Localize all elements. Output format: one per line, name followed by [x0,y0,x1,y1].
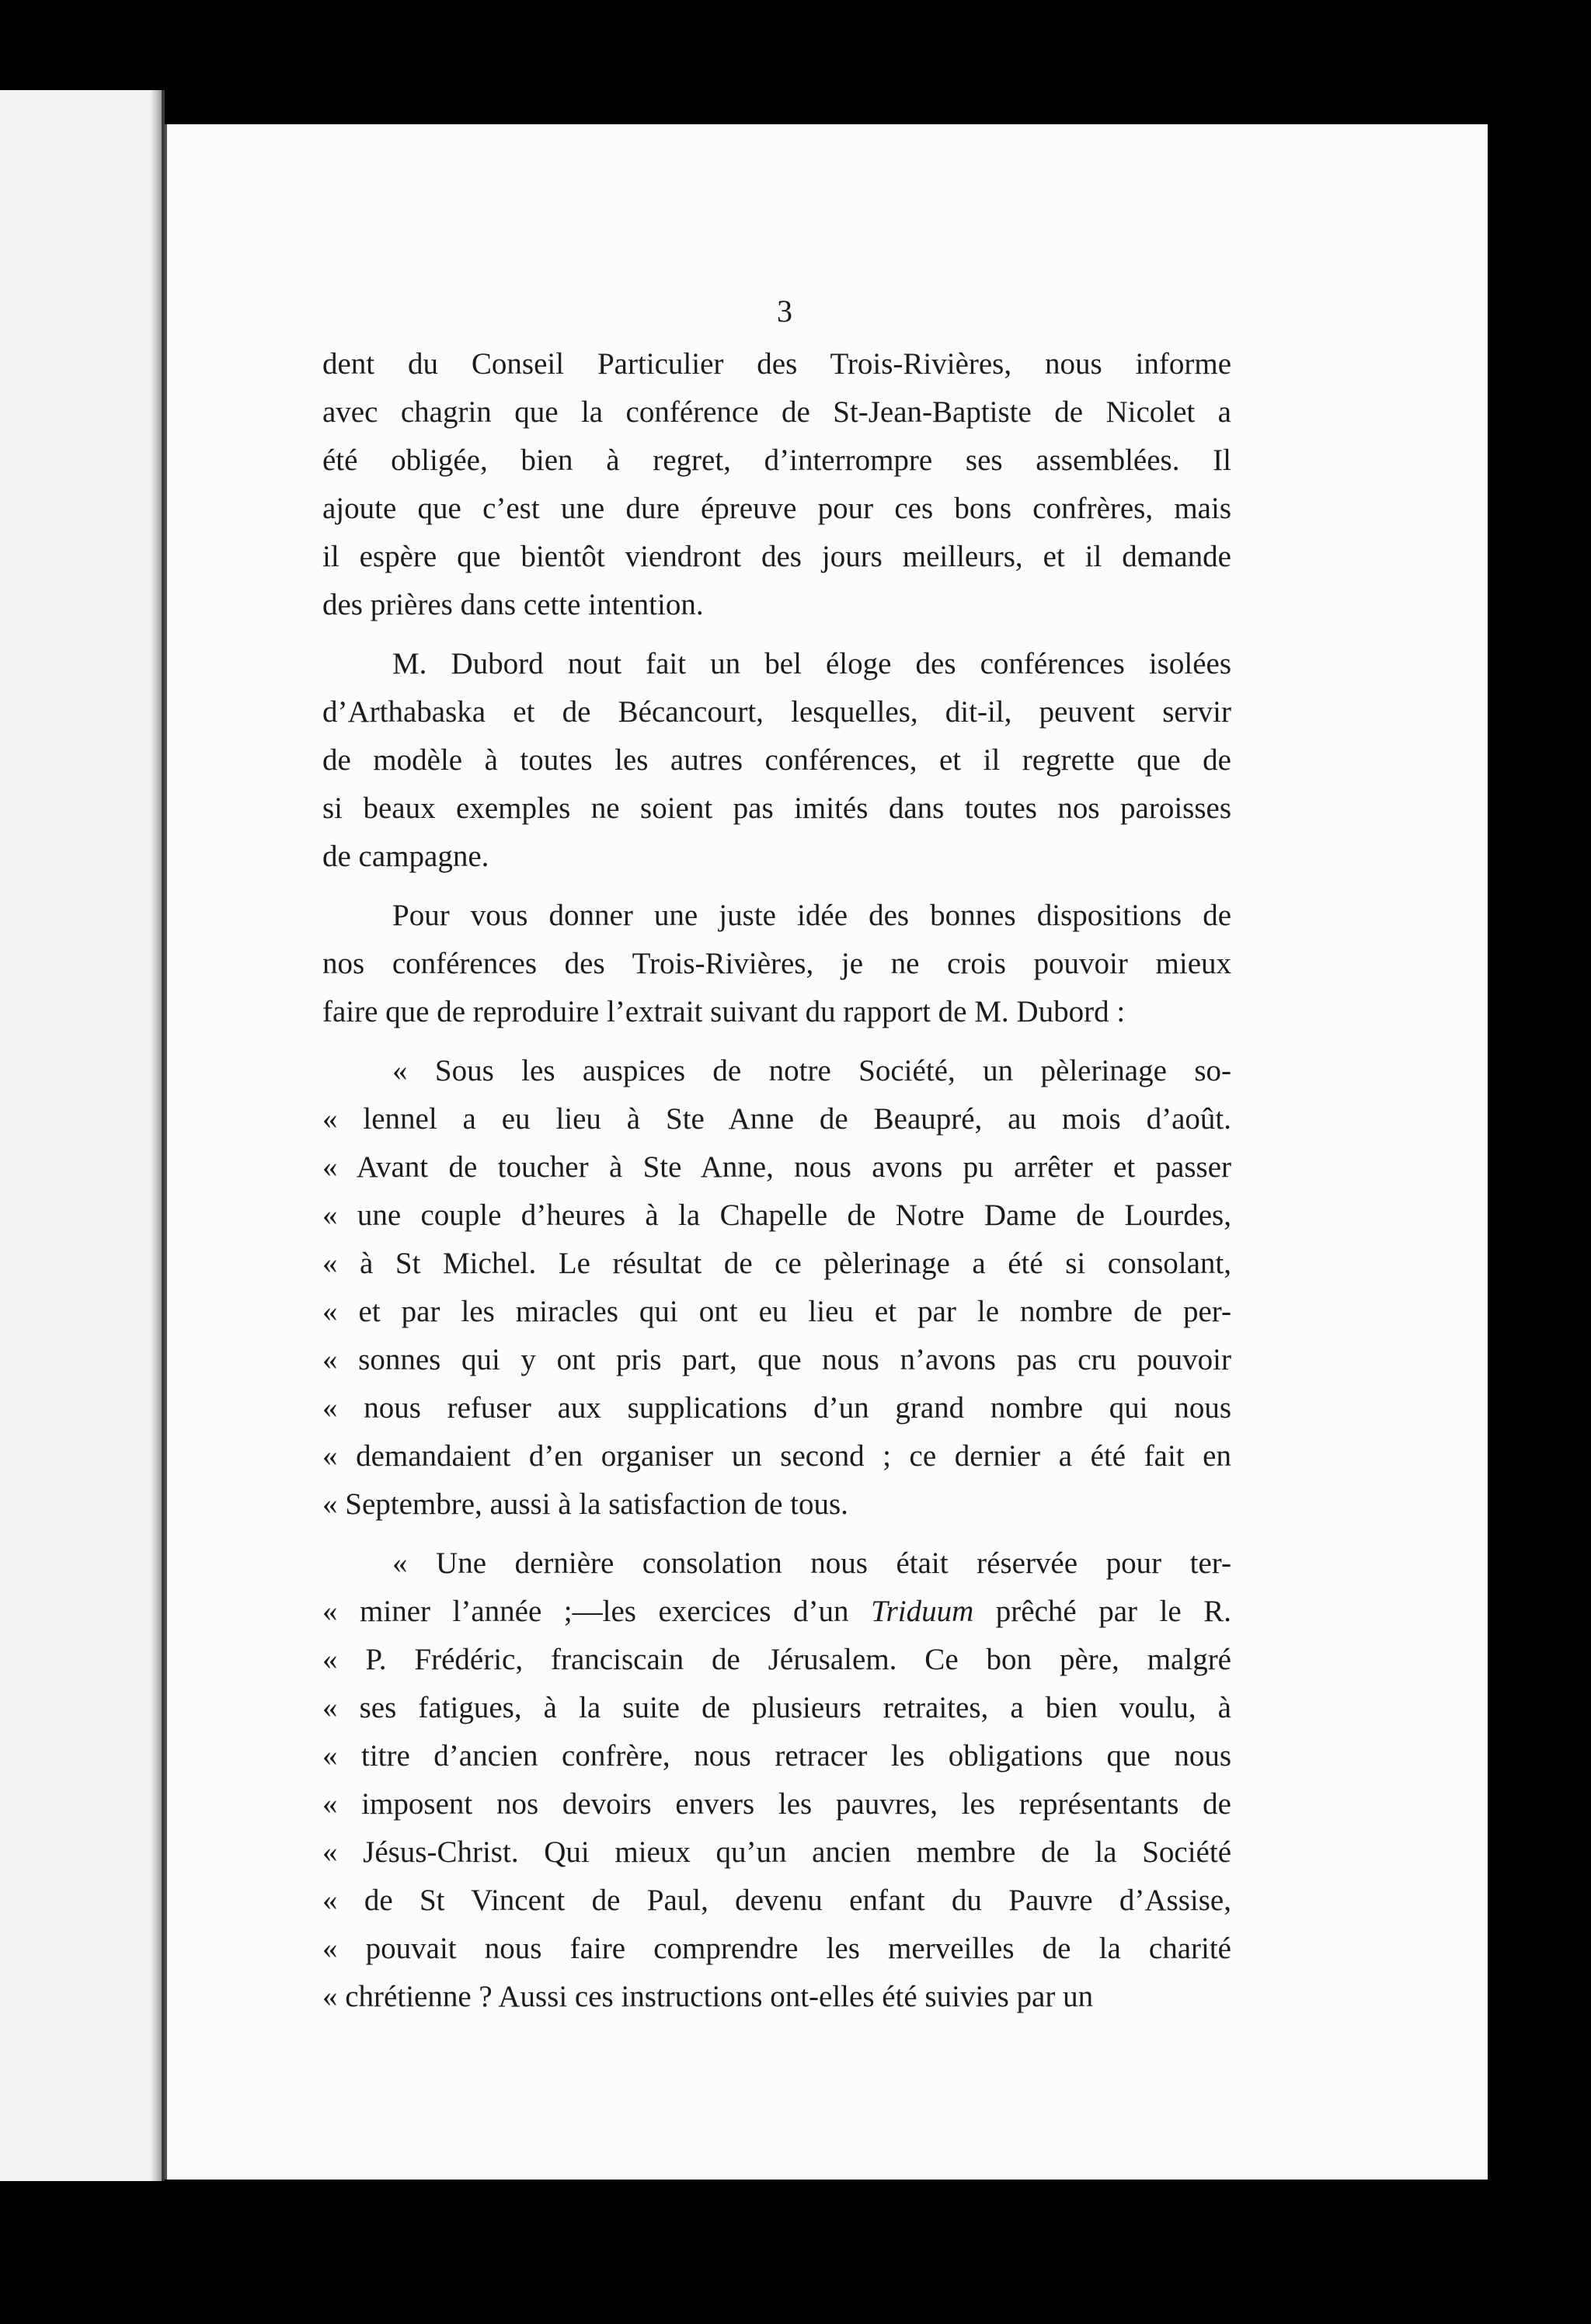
text-line: « et par les miracles qui ont eu lieu et par le nombre de per- [322,1295,1231,1328]
paragraph-gap [322,881,1231,892]
text-line: « chrétienne ? Aussi ces instructions ont-elles été suivies par un [322,1980,1094,2013]
text-line: « Sous les auspices de notre Société, un pèlerinage so- [392,1054,1231,1087]
text-line: faire que de reproduire l’extrait suivant du rapport de M. Dubord : [322,995,1126,1028]
paragraph-gap [322,629,1231,640]
page-text [322,287,1231,2021]
paragraph [322,340,1231,629]
text-line: si beaux exemples ne soient pas imités dans toutes nos paroisses [322,791,1231,825]
page-number: 3 [777,294,792,329]
text-line: « Septembre, aussi à la satisfaction de tous. [322,1487,848,1521]
text-line: « à St Michel. Le résultat de ce pèlerinage a été si consolant, [322,1247,1231,1280]
text-line: « Une dernière consolation nous était réservée pour ter- [392,1546,1231,1580]
text-line: Pour vous donner une juste idée des bonnes dispositions de [392,899,1231,932]
text-line: « titre d’ancien confrère, nous retracer les obligations que nous [322,1739,1231,1773]
text-line: « une couple d’heures à la Chapelle de Notre Dame de Lourdes, [322,1199,1231,1232]
text-line: il espère que bientôt viendront des jours meilleurs, et il demande [322,540,1231,573]
text-line: « pouvait nous faire comprendre les merveilles de la charité [322,1932,1231,1965]
paragraph [322,1539,1231,2021]
paragraphs-container [322,340,1231,2021]
text-line: « nous refuser aux supplications d’un grand nombre qui nous [322,1391,1231,1425]
text-line: « P. Frédéric, franciscain de Jérusalem. Ce bon père, malgré [322,1643,1231,1676]
paragraph [322,1047,1231,1529]
text-line: ajoute que c’est une dure épreuve pour ces bons confrères, mais [322,492,1231,525]
text-line: nos conférences des Trois-Rivières, je ne crois pouvoir mieux [322,947,1231,980]
paragraph [322,892,1231,1036]
text-line: « sonnes qui y ont pris part, que nous n’avons pas cru pouvoir [322,1343,1231,1376]
page-fold-shadow [151,90,162,2181]
text-line: « imposent nos devoirs envers les pauvres, les représentants de [322,1787,1231,1821]
text-line: M. Dubord nout fait un bel éloge des conférences isolées [392,647,1231,680]
text-line: des prières dans cette intention. [322,588,704,621]
text-line: « miner l’année ;—les exercices d’un Triduum prêché par le R. [322,1595,1231,1628]
paragraph-gap [322,1529,1231,1539]
text-line: de campagne. [322,840,489,873]
document-page [165,124,1488,2180]
text-line: « lennel a eu lieu à Ste Anne de Beaupré, au mois d’août. [322,1102,1231,1136]
text-line: d’Arthabaska et de Bécancourt, lesquelles, dit-il, peuvent servir [322,695,1231,729]
text-line: « Jésus-Christ. Qui mieux qu’un ancien membre de la Société [322,1835,1231,1869]
previous-page-edge [0,90,165,2181]
text-line: « ses fatigues, à la suite de plusieurs retraites, a bien voulu, à [322,1691,1231,1724]
paragraph [322,640,1231,881]
text-line: de modèle à toutes les autres conférences, et il regrette que de [322,743,1231,777]
text-line: « de St Vincent de Paul, devenu enfant du Pauvre d’Assise, [322,1884,1231,1917]
text-line: dent du Conseil Particulier des Trois-Rivières, nous informe [322,347,1231,381]
text-line: été obligée, bien à regret, d’interrompre ses assemblées. Il [322,444,1231,477]
paragraph-gap [322,1036,1231,1047]
text-line: « demandaient d’en organiser un second ; ce dernier a été fait en [322,1439,1231,1473]
text-line: avec chagrin que la conférence de St-Jean-Baptiste de Nicolet a [322,395,1231,429]
text-line: « Avant de toucher à Ste Anne, nous avons pu arrêter et passer [322,1150,1231,1184]
